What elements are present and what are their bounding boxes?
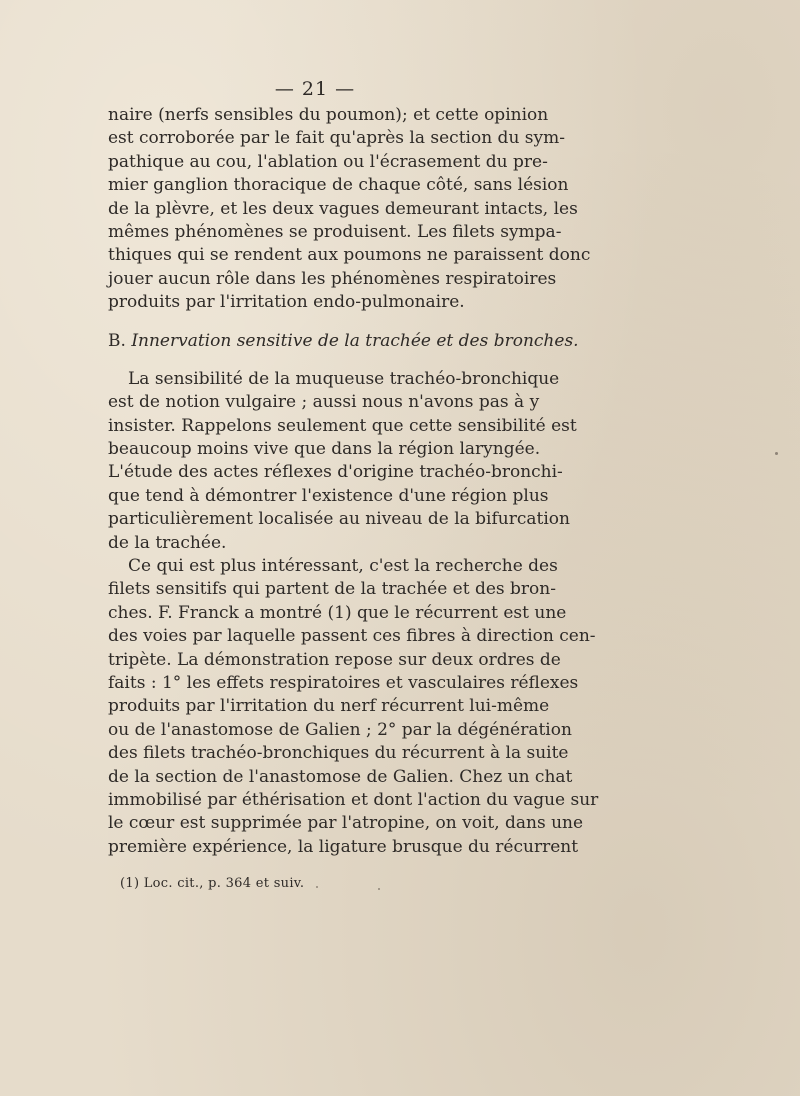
text-line: mêmes phénomènes se produisent. Les filets sympa- <box>108 221 562 242</box>
text-line: insister. Rappelons seulement que cette sensibilité est <box>108 415 577 436</box>
paragraph-1 <box>108 104 591 315</box>
text-line: immobilisé par éthérisation et dont l'action du vague sur <box>108 789 599 810</box>
text-line: ches. F. Franck a montré (1) que le récurrent est une <box>108 602 567 623</box>
section-title: Innervation sensitive de la trachée et des bronches. <box>131 330 579 351</box>
text-line: faits : 1° les effets respiratoires et vasculaires réflexes <box>108 672 579 693</box>
text-line: filets sensitifs qui partent de la trachée et des bron- <box>108 579 556 600</box>
text-line: des filets trachéo-bronchiques du récurrent à la suite <box>108 743 569 764</box>
text-line: thiques qui se rendent aux poumons ne paraissent donc <box>108 245 591 266</box>
text-line: produits par l'irritation endo-pulmonaire. <box>108 292 465 313</box>
text-line: beaucoup moins vive que dans la région laryngée. <box>108 439 541 460</box>
paragraph-2 <box>108 368 577 555</box>
text-line: de la trachée. <box>108 532 227 553</box>
footnote: (1) Loc. cit., p. 364 et suiv. <box>120 876 305 891</box>
text-line: est corroborée par le fait qu'après la section du sym- <box>108 128 565 149</box>
text-line: est de notion vulgaire ; aussi nous n'avons pas à y <box>108 392 540 413</box>
text-line: naire (nerfs sensibles du poumon); et cette opinion <box>108 105 549 125</box>
text-line: Ce qui est plus intéressant, c'est la recherche des <box>128 556 558 577</box>
text-line: La sensibilité de la muqueuse trachéo-bronchique <box>128 368 560 389</box>
text-line: ou de l'anastomose de Galien ; 2° par la dégénération <box>108 719 572 740</box>
text-line: tripète. La démonstration repose sur deux ordres de <box>108 649 561 670</box>
text-line: L'étude des actes réflexes d'origine trachéo-bronchi- <box>108 462 563 483</box>
text-line: que tend à démontrer l'existence d'une région plus <box>108 485 549 506</box>
text-line: pathique au cou, l'ablation ou l'écrasement du pre- <box>108 151 548 172</box>
paragraph-3 <box>108 555 599 859</box>
text-line: de la plèvre, et les deux vagues demeurant intacts, les <box>108 198 578 219</box>
text-line: de la section de l'anastomose de Galien. Chez un chat <box>108 766 573 787</box>
paper-speck <box>316 886 318 888</box>
text-line: particulièrement localisée au niveau de la bifurcation <box>108 509 570 530</box>
text-line: première expérience, la ligature brusque du récurrent <box>108 836 579 857</box>
paper-speck <box>378 888 380 890</box>
page-number: — 21 — <box>274 78 356 100</box>
text-line: jouer aucun rôle dans les phénomènes respiratoires <box>108 268 557 289</box>
section-heading <box>108 330 579 353</box>
section-letter: B. <box>108 330 126 351</box>
text-line: des voies par laquelle passent ces fibres à direction cen- <box>108 626 596 647</box>
body-text <box>108 104 599 859</box>
text-line: mier ganglion thoracique de chaque côté, sans lésion <box>108 175 569 196</box>
paper-speck <box>775 452 778 455</box>
text-line: le cœur est supprimée par l'atropine, on voit, dans une <box>108 813 584 834</box>
text-line: produits par l'irritation du nerf récurrent lui-même <box>108 696 550 717</box>
